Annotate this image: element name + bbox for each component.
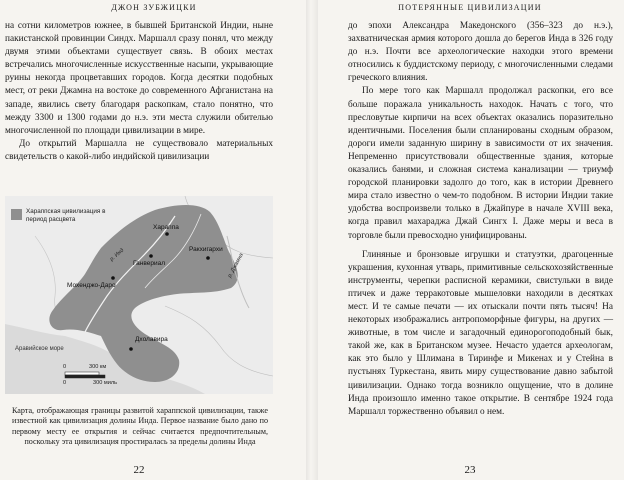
left-paragraph-2: До открытий Маршалла не существовало материальных свидетельств о какой-либо индийской цивилизации xyxy=(5,138,273,162)
right-page-number: 23 xyxy=(464,464,476,476)
left-running-head: ДЖОН ЗУБЖИЦКИ xyxy=(111,3,197,12)
map-caption: Карта, отображающая границы развитой хараппской цивилизации, также известной как цивилизация долины Инда. Первое название было дано по первому месту ее открытия и сейчас считается предпочтительным, поскольку эта цивилизация простиралась за пределы долины Инда xyxy=(12,406,268,447)
mohenjo-daro-marker xyxy=(111,276,115,280)
mohenjo-daro-label: Мохенджо-Даро xyxy=(67,282,116,289)
right-page xyxy=(316,0,624,480)
scale-bar-km xyxy=(65,372,99,375)
map-legend xyxy=(11,208,110,224)
scale-zero-label: 0 xyxy=(63,364,67,370)
right-paragraph-2: По мере того как Маршалл продолжал раскопки, его все больше поражала уникальность находок. Начать с того, что пресловутые кирпичи на всех объектах оказались поразительно идентичными. Поселения были спланированы сходным образом, дороги имели заданную ширину в зависимости от их значения. Непременно присутствовали общественные здания, которые оказались банями, и сложная система канализации — триумф городской планировки задолго до того, как в истории Древнего мира стало известно о чем-то подобном. В истории Индии такие удобства воспроизвели только в Джайпуре в начале XVIII века, когда правил махараджа Джай Сингх I. Даже меры и веса в торговле были превосходно унифицированы. xyxy=(348,86,613,241)
scale-zero-label-mi: 0 xyxy=(63,380,67,386)
rakhigarhi-label: Ракхигархи xyxy=(189,246,223,253)
left-page-number: 22 xyxy=(133,464,145,476)
harappa-marker xyxy=(165,232,169,236)
harappan-civilization-map xyxy=(5,196,273,394)
right-paragraph-3: Глиняные и бронзовые игрушки и статуэтки, драгоценные украшения, кухонная утварь, примитивные сельскохозяйственные инструменты, черепки расписной керамики, свистульки в виде птичек и даже терракотовые мышеловки находили в десятках мест. И те самые печати — их отыскали почти пять тысяч! На некоторых изображались антропоморфные фигуры, на других — животные, в том числе и загадочный единорогоподобный бык, такой же, как в Британском музее. Нечасто удается археологам, как это было у Шлимана в Тиринфе и Микенах и у Стейна в пустынях Туркестана, явить миру существование давно забытой цивилизации. Однако тогда возникло ощущение, что в долине Инда произошло именно такое открытие. В сентябре 1924 года Маршалл торжественно объявил о нем. xyxy=(348,249,613,417)
scale-km-label: 300 км xyxy=(89,364,107,370)
right-body-text xyxy=(348,20,613,419)
map-graphic xyxy=(5,196,273,394)
scale-mi-label: 300 миль xyxy=(93,380,118,386)
ganweriwal-marker xyxy=(149,254,153,258)
ganweriwal-label: Ганвериал xyxy=(133,260,166,267)
harappa-label: Хараппа xyxy=(153,224,179,231)
indus-label: р. Инд xyxy=(109,247,126,263)
scale-bar-mi xyxy=(65,375,105,378)
rakhigarhi-marker xyxy=(206,256,210,260)
right-paragraph-1: до эпохи Александра Македонского (356–323 до н.э.), захватническая армия которого дошла до берегов Инда в 326 году до н.э. Почти все археологические находки этого времени относились к буддистскому периоду, с многочисленными следами греческого влияния. xyxy=(348,21,613,84)
arabian-sea-label: Аравийское море xyxy=(15,346,64,352)
dholavira-label: Дхолавира xyxy=(135,336,168,343)
yamuna-label: р. Джамна xyxy=(227,252,245,279)
right-running-head: ПОТЕРЯННЫЕ ЦИВИЛИЗАЦИИ xyxy=(398,3,542,12)
left-page xyxy=(0,0,308,480)
dholavira-marker xyxy=(129,347,133,351)
left-paragraph-1: на сотни километров южнее, в бывшей Британской Индии, ныне пакистанской провинции Синдх. Маршалл сразу понял, что между двумя этими объектами существует связь. В обоих местах встречались многочисленные искусственные насыпи, укрывающие руины некогда процветавших городов. Когда десятки подобных мест, от реки Джамна на востоке до современного Афганистана на западе, явились свету благодаря раскопкам, стало понятно, что между 3300 и 1300 годами до н.э. эти места служили обителью многочисленной по площади цивилизации в мире. xyxy=(5,21,273,136)
legend-text: Хараппская цивилизация в период расцвета xyxy=(26,208,106,223)
left-body-text xyxy=(5,20,273,164)
legend-swatch xyxy=(11,209,22,220)
